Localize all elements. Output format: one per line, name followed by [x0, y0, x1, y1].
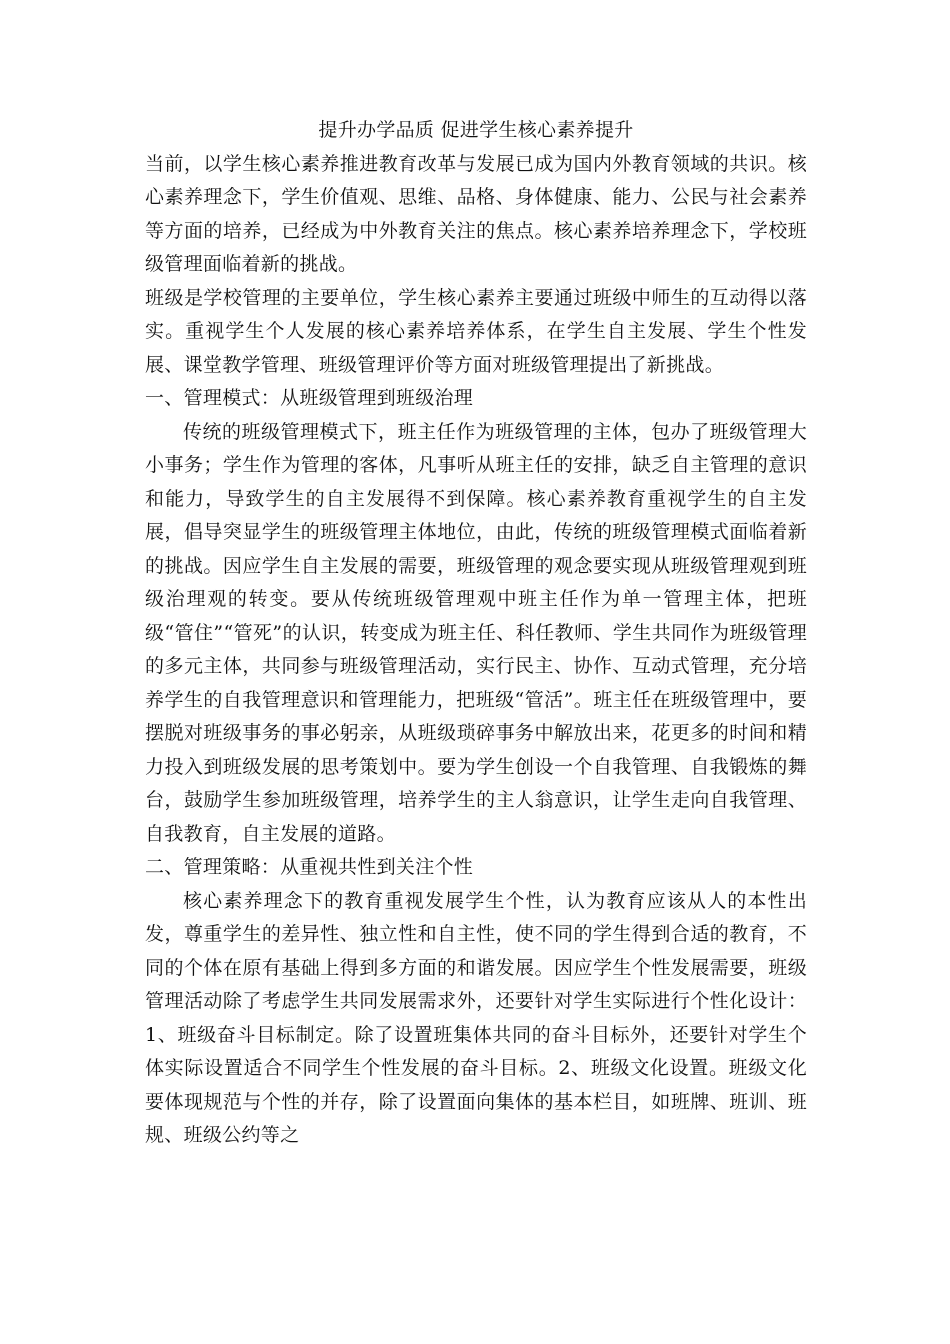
section-heading-management-mode: 一、管理模式：从班级管理到班级治理 [145, 387, 474, 409]
paragraph-class-unit: 班级是学校管理的主要单位，学生核心素养主要通过班级中师生的互动得以落实。重视学生个人发展的核心素养培养体系，在学生自主发展、学生个性发展、课堂教学管理、班级管理评价等方面对班级管理提出了新挑战。 [145, 286, 807, 376]
paragraph-intro: 当前，以学生核心素养推进教育改革与发展已成为国内外教育领域的共识。核心素养理念下，学生价值观、思维、品格、身体健康、能力、公民与社会素养等方面的培养，已经成为中外教育关注的焦点。核心素养培养理念下，学校班级管理面临着新的挑战。 [145, 152, 807, 275]
section-heading-management-strategy: 二、管理策略：从重视共性到关注个性 [145, 856, 474, 878]
document-body [145, 114, 807, 1153]
paragraph-management-strategy: 核心素养理念下的教育重视发展学生个性，认为教育应该从人的本性出发，尊重学生的差异性、独立性和自主性，使不同的学生得到合适的教育，不同的个体在原有基础上得到多方面的和谐发展。因应学生个性发展需要，班级管理活动除了考虑学生共同发展需求外，还要针对学生实际进行个性化设计：1、班级奋斗目标制定。除了设置班集体共同的奋斗目标外，还要针对学生个体实际设置适合不同学生个性发展的奋斗目标。2、班级文化设置。班级文化要体现规范与个性的并存，除了设置面向集体的基本栏目，如班牌、班训、班规、班级公约等之 [145, 889, 807, 1146]
paragraph-management-mode: 传统的班级管理模式下，班主任作为班级管理的主体，包办了班级管理大小事务；学生作为管理的客体，凡事听从班主任的安排，缺乏自主管理的意识和能力，导致学生的自主发展得不到保障。核心素养教育重视学生的自主发展，倡导突显学生的班级管理主体地位，由此，传统的班级管理模式面临着新的挑战。因应学生自主发展的需要，班级管理的观念要实现从班级管理观到班级治理观的转变。要从传统班级管理观中班主任作为单一管理主体，把班级“管住”“管死”的认识，转变成为班主任、科任教师、学生共同作为班级管理的多元主体，共同参与班级管理活动，实行民主、协作、互动式管理，充分培养学生的自我管理意识和管理能力，把班级“管活”。班主任在班级管理中，要摆脱对班级事务的事必躬亲，从班级琐碎事务中解放出来，花更多的时间和精力投入到班级发展的思考策划中。要为学生创设一个自我管理、自我锻炼的舞台，鼓励学生参加班级管理，培养学生的主人翁意识，让学生走向自我管理、自我教育，自主发展的道路。 [145, 420, 807, 845]
document-title: 提升办学品质 促进学生核心素养提升 [318, 119, 634, 141]
